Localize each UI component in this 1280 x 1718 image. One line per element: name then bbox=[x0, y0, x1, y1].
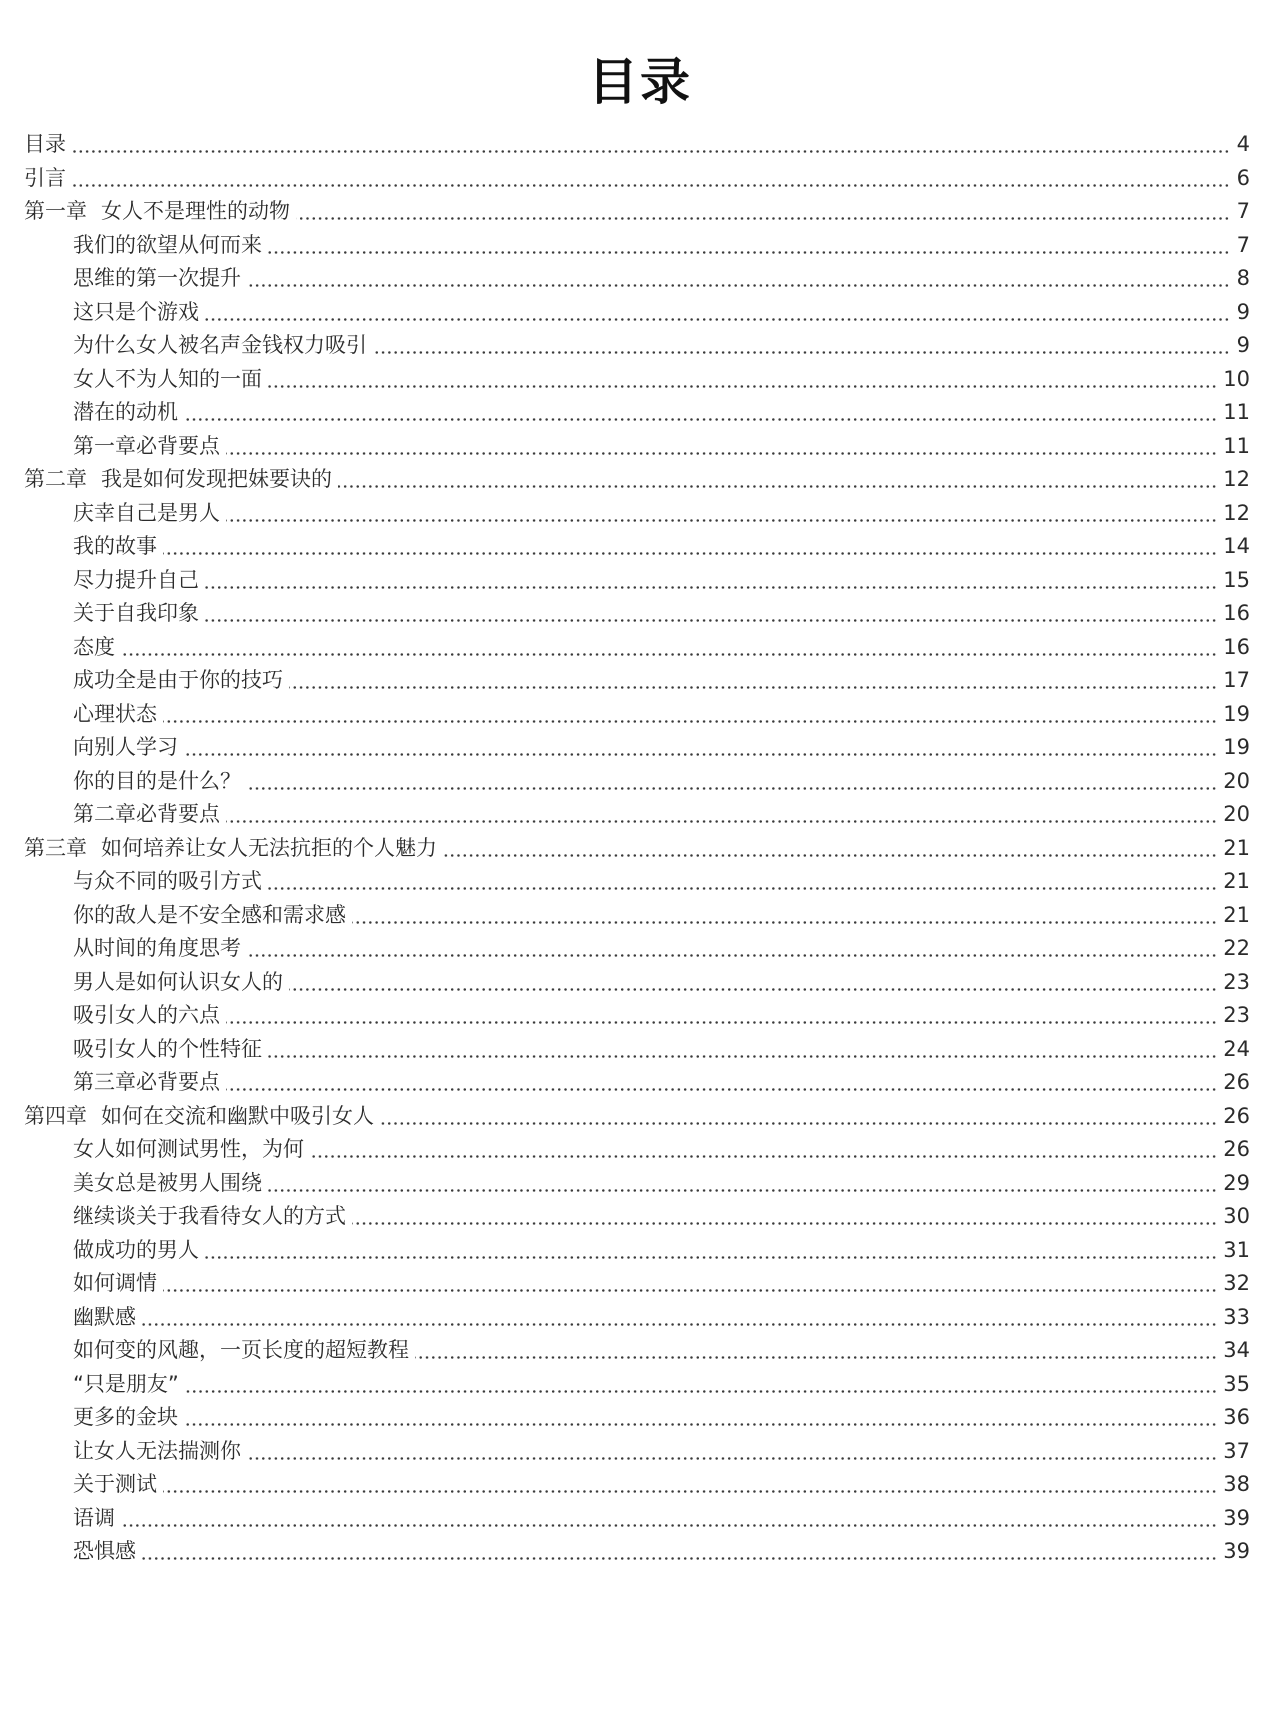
entry-title: 目录 bbox=[24, 132, 66, 156]
dot-leader bbox=[373, 351, 1230, 354]
dot-leader bbox=[338, 485, 1217, 488]
toc-entry-label bbox=[73, 1301, 140, 1335]
entry-title: 语调 bbox=[73, 1505, 115, 1530]
dot-leader bbox=[205, 318, 1230, 321]
entry-title: 庆幸自己是男人 bbox=[73, 500, 220, 525]
dot-leader bbox=[205, 619, 1217, 622]
page-number: 21 bbox=[1223, 902, 1250, 927]
page-number: 19 bbox=[1223, 735, 1250, 759]
toc-section-entry[interactable] bbox=[24, 631, 1250, 665]
dot-leader bbox=[268, 385, 1217, 388]
dot-leader bbox=[142, 1557, 1217, 1560]
toc-chapter-entry[interactable] bbox=[24, 195, 1250, 229]
toc-entry-label bbox=[73, 363, 266, 397]
toc-section-entry[interactable] bbox=[24, 1435, 1250, 1469]
page-number: 30 bbox=[1223, 1204, 1250, 1228]
entry-title: 引言 bbox=[24, 165, 66, 190]
toc-section-entry[interactable] bbox=[24, 1368, 1250, 1402]
toc-section-entry[interactable] bbox=[24, 664, 1250, 698]
dot-leader bbox=[352, 921, 1217, 924]
dot-leader bbox=[121, 1524, 1217, 1527]
dot-leader bbox=[268, 887, 1217, 890]
toc-section-entry[interactable] bbox=[24, 564, 1250, 598]
page-number: 8 bbox=[1236, 266, 1250, 290]
entry-title: 女人如何测试男性，为何 bbox=[73, 1137, 304, 1161]
entry-title: 我的故事 bbox=[73, 534, 157, 558]
toc-section-entry[interactable] bbox=[24, 798, 1250, 832]
toc-entry-label bbox=[73, 631, 119, 665]
toc-section-entry[interactable] bbox=[24, 1167, 1250, 1201]
toc-section-entry[interactable] bbox=[24, 497, 1250, 531]
toc-section-entry[interactable] bbox=[24, 865, 1250, 899]
chapter-number: 第四章 bbox=[24, 1103, 87, 1128]
toc-chapter-entry[interactable] bbox=[24, 162, 1250, 196]
entry-title: 恐惧感 bbox=[73, 1539, 136, 1563]
entry-title: 继续谈关于我看待女人的方式 bbox=[73, 1204, 346, 1228]
dot-leader bbox=[310, 1155, 1217, 1158]
toc-entry-label bbox=[73, 1200, 350, 1234]
entry-title: 关于自我印象 bbox=[73, 601, 199, 625]
dot-leader bbox=[163, 552, 1217, 555]
toc-section-entry[interactable] bbox=[24, 999, 1250, 1033]
toc-section-entry[interactable] bbox=[24, 966, 1250, 1000]
page-number: 10 bbox=[1223, 366, 1250, 391]
entry-title: 男人是如何认识女人的 bbox=[73, 969, 283, 994]
entry-title: 第三章必背要点 bbox=[73, 1070, 220, 1094]
entry-title: 潜在的动机 bbox=[73, 400, 178, 424]
entry-title: 美女总是被男人围绕 bbox=[73, 1170, 262, 1195]
entry-title: 我们的欲望从何而来 bbox=[73, 232, 262, 257]
dot-leader bbox=[226, 820, 1217, 823]
dot-leader bbox=[247, 284, 1230, 287]
toc-entry-label bbox=[73, 396, 182, 430]
toc-section-entry[interactable] bbox=[24, 262, 1250, 296]
toc-entry-label bbox=[73, 1334, 413, 1368]
dot-leader bbox=[184, 753, 1217, 756]
toc-section-entry[interactable] bbox=[24, 229, 1250, 263]
entry-title: 吸引女人的六点 bbox=[73, 1003, 220, 1027]
toc-entry-label bbox=[73, 1468, 161, 1502]
page-number: 15 bbox=[1223, 567, 1250, 592]
entry-title: 关于测试 bbox=[73, 1472, 157, 1496]
toc-section-entry[interactable] bbox=[24, 1401, 1250, 1435]
page-title: 目录 bbox=[588, 52, 692, 111]
entry-title: 态度 bbox=[73, 634, 115, 659]
page-number: 9 bbox=[1236, 299, 1250, 324]
entry-title: 尽力提升自己 bbox=[73, 567, 199, 592]
entry-title: 与众不同的吸引方式 bbox=[73, 869, 262, 893]
entry-title: 成功全是由于你的技巧 bbox=[73, 668, 283, 692]
toc-section-entry[interactable] bbox=[24, 296, 1250, 330]
page-number: 11 bbox=[1223, 400, 1250, 424]
page-number: 12 bbox=[1223, 500, 1250, 525]
toc-section-entry[interactable] bbox=[24, 1535, 1250, 1569]
dot-leader bbox=[163, 720, 1217, 723]
dot-leader bbox=[247, 954, 1217, 957]
dot-leader bbox=[185, 1390, 1218, 1393]
toc-entry-label bbox=[73, 1535, 140, 1569]
entry-title: 如何调情 bbox=[73, 1271, 157, 1295]
page-number: 26 bbox=[1223, 1103, 1250, 1128]
dot-leader bbox=[268, 251, 1230, 254]
toc-section-entry[interactable] bbox=[24, 731, 1250, 765]
toc-section-entry[interactable] bbox=[24, 1502, 1250, 1536]
toc-entry-label bbox=[24, 162, 70, 196]
chapter-number: 第二章 bbox=[24, 467, 87, 491]
page-number: 21 bbox=[1223, 835, 1250, 860]
dot-leader bbox=[352, 1222, 1217, 1225]
toc-section-entry[interactable] bbox=[24, 932, 1250, 966]
toc-section-entry[interactable] bbox=[24, 1200, 1250, 1234]
dot-leader bbox=[415, 1356, 1217, 1359]
dot-leader bbox=[205, 586, 1217, 589]
entry-title: 女人不是理性的动物 bbox=[101, 199, 290, 223]
page-number: 36 bbox=[1223, 1405, 1250, 1429]
toc-entry-label bbox=[73, 731, 182, 765]
toc-entry-label bbox=[73, 698, 161, 732]
toc-entry-label bbox=[73, 430, 224, 464]
toc-entry-label bbox=[73, 1234, 203, 1268]
entry-title: 幽默感 bbox=[73, 1304, 136, 1329]
toc-entry-label bbox=[73, 1435, 245, 1469]
toc-entry-label bbox=[73, 1066, 224, 1100]
dot-leader bbox=[247, 1457, 1217, 1460]
entry-title: 向别人学习 bbox=[73, 735, 178, 759]
dot-leader bbox=[72, 150, 1230, 153]
toc-entry-label bbox=[73, 1502, 119, 1536]
page-number: 26 bbox=[1223, 1070, 1250, 1094]
page-number: 33 bbox=[1223, 1304, 1250, 1329]
toc-section-entry[interactable] bbox=[24, 1133, 1250, 1167]
page-number: 37 bbox=[1223, 1438, 1250, 1463]
toc-entry-label bbox=[73, 1167, 266, 1201]
dot-leader bbox=[226, 452, 1217, 455]
dot-leader bbox=[226, 1021, 1217, 1024]
chapter-number: 第一章 bbox=[24, 199, 87, 223]
page-number: 23 bbox=[1223, 1003, 1250, 1027]
dot-leader bbox=[142, 1323, 1217, 1326]
toc-section-entry[interactable] bbox=[24, 396, 1250, 430]
toc-section-entry[interactable] bbox=[24, 597, 1250, 631]
dot-leader bbox=[121, 653, 1217, 656]
toc-chapter-entry[interactable] bbox=[24, 128, 1250, 162]
page-number: 16 bbox=[1223, 601, 1250, 625]
page-number: 9 bbox=[1236, 333, 1250, 357]
dot-leader bbox=[380, 1122, 1217, 1125]
toc-entry-label bbox=[24, 463, 336, 497]
toc-section-entry[interactable] bbox=[24, 698, 1250, 732]
entry-title: 如何培养让女人无法抗拒的个人魅力 bbox=[101, 835, 437, 860]
toc-section-entry[interactable] bbox=[24, 1267, 1250, 1301]
entry-title: 思维的第一次提升 bbox=[73, 266, 241, 290]
page-number: 21 bbox=[1223, 869, 1250, 893]
page-number: 19 bbox=[1223, 701, 1250, 726]
toc-entry-label bbox=[73, 765, 245, 799]
toc-entry-label bbox=[73, 966, 287, 1000]
chapter-number: 第三章 bbox=[24, 835, 87, 860]
entry-title: “只是朋友” bbox=[73, 1371, 179, 1396]
table-of-contents bbox=[24, 128, 1250, 1569]
toc-entry-label bbox=[73, 229, 266, 263]
toc-entry-label bbox=[73, 664, 287, 698]
toc-entry-label bbox=[73, 530, 161, 564]
dot-leader bbox=[443, 854, 1217, 857]
toc-entry-label bbox=[73, 798, 224, 832]
toc-section-entry[interactable] bbox=[24, 899, 1250, 933]
dot-leader bbox=[184, 1423, 1217, 1426]
entry-title: 女人不为人知的一面 bbox=[73, 366, 262, 391]
page-number: 4 bbox=[1236, 132, 1250, 156]
page-number: 14 bbox=[1223, 534, 1250, 558]
toc-section-entry[interactable] bbox=[24, 765, 1250, 799]
dot-leader bbox=[226, 1088, 1217, 1091]
entry-title: 第二章必背要点 bbox=[73, 802, 220, 826]
page-number: 11 bbox=[1223, 433, 1250, 458]
toc-section-entry[interactable] bbox=[24, 363, 1250, 397]
toc-section-entry[interactable] bbox=[24, 1234, 1250, 1268]
page-number: 31 bbox=[1223, 1237, 1250, 1262]
toc-section-entry[interactable] bbox=[24, 1334, 1250, 1368]
dot-leader bbox=[163, 1490, 1217, 1493]
page-number: 39 bbox=[1223, 1505, 1250, 1530]
page-number: 39 bbox=[1223, 1539, 1250, 1563]
page-number: 20 bbox=[1223, 802, 1250, 826]
dot-leader bbox=[268, 1189, 1217, 1192]
entry-title: 这只是个游戏 bbox=[73, 299, 199, 324]
toc-entry-label bbox=[24, 832, 441, 866]
page-number: 29 bbox=[1223, 1170, 1250, 1195]
page-number: 38 bbox=[1223, 1472, 1250, 1496]
entry-title: 从时间的角度思考 bbox=[73, 936, 241, 960]
page-number: 17 bbox=[1223, 668, 1250, 692]
entry-title: 第一章必背要点 bbox=[73, 433, 220, 458]
toc-section-entry[interactable] bbox=[24, 430, 1250, 464]
toc-entry-label bbox=[73, 329, 371, 363]
toc-entry-label bbox=[73, 1401, 182, 1435]
dot-leader bbox=[247, 787, 1217, 790]
toc-entry-label bbox=[73, 564, 203, 598]
page-number: 7 bbox=[1236, 199, 1250, 223]
toc-entry-label bbox=[24, 1100, 378, 1134]
entry-title: 心理状态 bbox=[73, 701, 157, 726]
toc-section-entry[interactable] bbox=[24, 1033, 1250, 1067]
toc-entry-label bbox=[24, 195, 294, 229]
toc-section-entry[interactable] bbox=[24, 1301, 1250, 1335]
toc-chapter-entry[interactable] bbox=[24, 1100, 1250, 1134]
page-number: 22 bbox=[1223, 936, 1250, 960]
entry-title: 做成功的男人 bbox=[73, 1237, 199, 1262]
toc-entry-label bbox=[73, 296, 203, 330]
dot-leader bbox=[226, 519, 1217, 522]
dot-leader bbox=[163, 1289, 1217, 1292]
toc-entry-label bbox=[73, 999, 224, 1033]
page-number: 12 bbox=[1223, 467, 1250, 491]
toc-chapter-entry[interactable] bbox=[24, 463, 1250, 497]
page-number: 20 bbox=[1223, 768, 1250, 793]
dot-leader bbox=[268, 1055, 1217, 1058]
dot-leader bbox=[72, 184, 1230, 187]
toc-section-entry[interactable] bbox=[24, 329, 1250, 363]
page-number: 7 bbox=[1236, 232, 1250, 257]
toc-entry-label bbox=[73, 865, 266, 899]
toc-entry-label bbox=[73, 262, 245, 296]
entry-title: 你的目的是什么？ bbox=[73, 768, 241, 793]
entry-title: 让女人无法揣测你 bbox=[73, 1438, 241, 1463]
toc-chapter-entry[interactable] bbox=[24, 832, 1250, 866]
page-number: 35 bbox=[1223, 1371, 1250, 1396]
page-number: 23 bbox=[1223, 969, 1250, 994]
entry-title: 如何在交流和幽默中吸引女人 bbox=[101, 1103, 374, 1128]
dot-leader bbox=[289, 988, 1217, 991]
dot-leader bbox=[205, 1256, 1217, 1259]
toc-entry-label bbox=[73, 1267, 161, 1301]
entry-title: 吸引女人的个性特征 bbox=[73, 1036, 262, 1061]
toc-entry-label bbox=[73, 899, 350, 933]
page-number: 26 bbox=[1223, 1137, 1250, 1161]
entry-title: 我是如何发现把妹要诀的 bbox=[101, 467, 332, 491]
page-number: 34 bbox=[1223, 1338, 1250, 1362]
toc-section-entry[interactable] bbox=[24, 1468, 1250, 1502]
toc-entry-label bbox=[73, 1033, 266, 1067]
page-number: 6 bbox=[1236, 165, 1250, 190]
entry-title: 为什么女人被名声金钱权力吸引 bbox=[73, 333, 367, 357]
toc-entry-label bbox=[73, 597, 203, 631]
page-number: 32 bbox=[1223, 1271, 1250, 1295]
toc-entry-label bbox=[73, 932, 245, 966]
toc-entry-label bbox=[73, 497, 224, 531]
toc-entry-label bbox=[24, 128, 70, 162]
page-number: 16 bbox=[1223, 634, 1250, 659]
entry-title: 更多的金块 bbox=[73, 1405, 178, 1429]
page-number: 24 bbox=[1223, 1036, 1250, 1061]
entry-title: 你的敌人是不安全感和需求感 bbox=[73, 902, 346, 927]
dot-leader bbox=[289, 686, 1217, 689]
toc-section-entry[interactable] bbox=[24, 530, 1250, 564]
entry-title: 如何变的风趣，一页长度的超短教程 bbox=[73, 1338, 409, 1362]
dot-leader bbox=[296, 217, 1230, 220]
toc-entry-label bbox=[73, 1133, 308, 1167]
dot-leader bbox=[184, 418, 1217, 421]
toc-entry-label bbox=[73, 1368, 183, 1402]
toc-section-entry[interactable] bbox=[24, 1066, 1250, 1100]
